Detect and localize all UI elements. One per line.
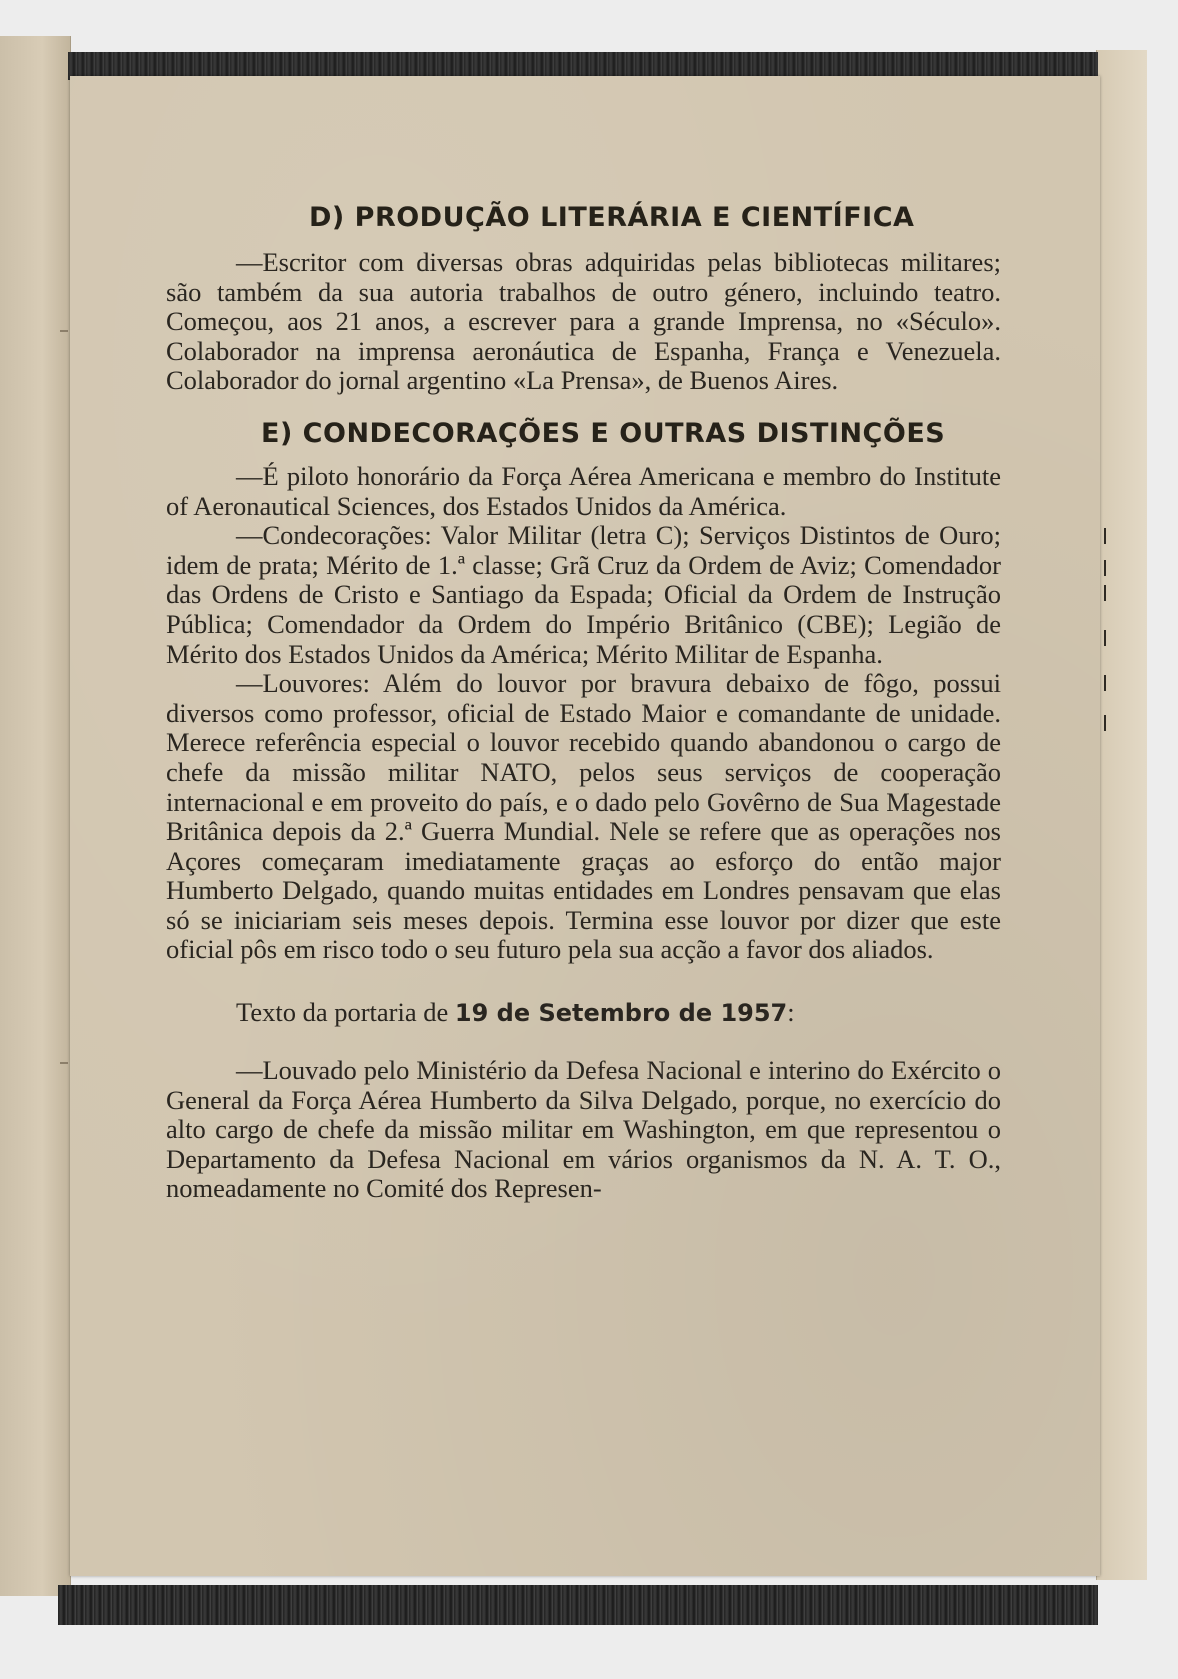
right-page-edge <box>1096 50 1147 1580</box>
portaria-date: 19 de Setembro de 1957 <box>454 999 788 1028</box>
right-edge-mark <box>1104 585 1106 601</box>
right-edge-mark <box>1104 675 1106 691</box>
right-edge-mark <box>1104 630 1106 646</box>
right-edge-mark <box>1104 715 1106 731</box>
section-heading-e: E) CONDECORAÇÕES E OUTRAS DISTINÇÕES <box>261 417 946 449</box>
portaria-heading <box>166 997 1001 1028</box>
section-heading-d: D) PRODUÇÃO LITERÁRIA E CIENTÍFICA <box>309 202 915 233</box>
paragraph: —Condecorações: Valor Militar (letra C); Serviços Distintos de Ouro; idem de prata; Mérito de 1.ª classe; Grã Cruz da Ordem de Aviz; Comendador das Ordens de Cristo e Santiago da Espada; Oficial da Ordem de Instrução Pública; Comendador da Ordem do Império Britânico (CBE); Legião de Mérito dos Estados Unidos da América; Mérito Militar de Espanha. <box>166 520 1001 669</box>
paragraph: —É piloto honorário da Força Aérea Americana e membro do Institute of Aeronautical Sciences, dos Estados Unidos da América. <box>166 460 1001 521</box>
scan-border-bottom <box>58 1585 1098 1625</box>
document-page <box>70 76 1100 1576</box>
page-content <box>166 200 1001 1204</box>
left-edge-mark <box>60 330 68 332</box>
portaria-intro: Texto da portaria de <box>236 997 455 1028</box>
right-edge-mark <box>1104 528 1106 544</box>
paragraph: —Louvado pelo Ministério da Defesa Nacional e interino do Exército o General da Força Aérea Humberto da Silva Delgado, porque, no exercício do alto cargo de chefe da missão militar em Washington, em que representou o Departamento da Defesa Nacional em vários organismos da N. A. T. O., nomeadamente no Comité dos Represen- <box>166 1055 1001 1204</box>
right-edge-mark <box>1104 560 1106 576</box>
paragraph: —Louvores: Além do louvor por bravura debaixo de fôgo, possui diversos como professor, oficial de Estado Maior e comandante de unidade. Merece referência especial o louvor recebido quando abandonou o cargo de chefe da missão militar NATO, pelos seus serviços de cooperação internacional e em proveito do país, e o dado pelo Govêrno de Sua Magestade Britânica depois da 2.ª Guerra Mundial. Nele se refere que as operações nos Açores começaram imediatamente graças ao esforço do então major Humberto Delgado, quando muitas entidades em Londres pensavam que elas só se iniciariam seis meses depois. Termina esse louvor por dizer que este oficial pôs em risco todo o seu futuro pela sua acção a favor dos aliados. <box>166 668 1001 965</box>
portaria-colon: : <box>787 997 795 1028</box>
left-edge-mark <box>60 1062 68 1064</box>
paragraph: —Escritor com diversas obras adquiridas pelas bibliotecas militares; são também da sua autoria trabalhos de outro género, incluindo teatro. Começou, aos 21 anos, a escrever para a grande Imprensa, no «Século». Colaborador na imprensa aeronáutica de Espanha, França e Venezuela. Colaborador do jornal argentino «La Prensa», de Buenos Aires. <box>166 247 1001 396</box>
left-page-edge <box>0 36 71 1596</box>
